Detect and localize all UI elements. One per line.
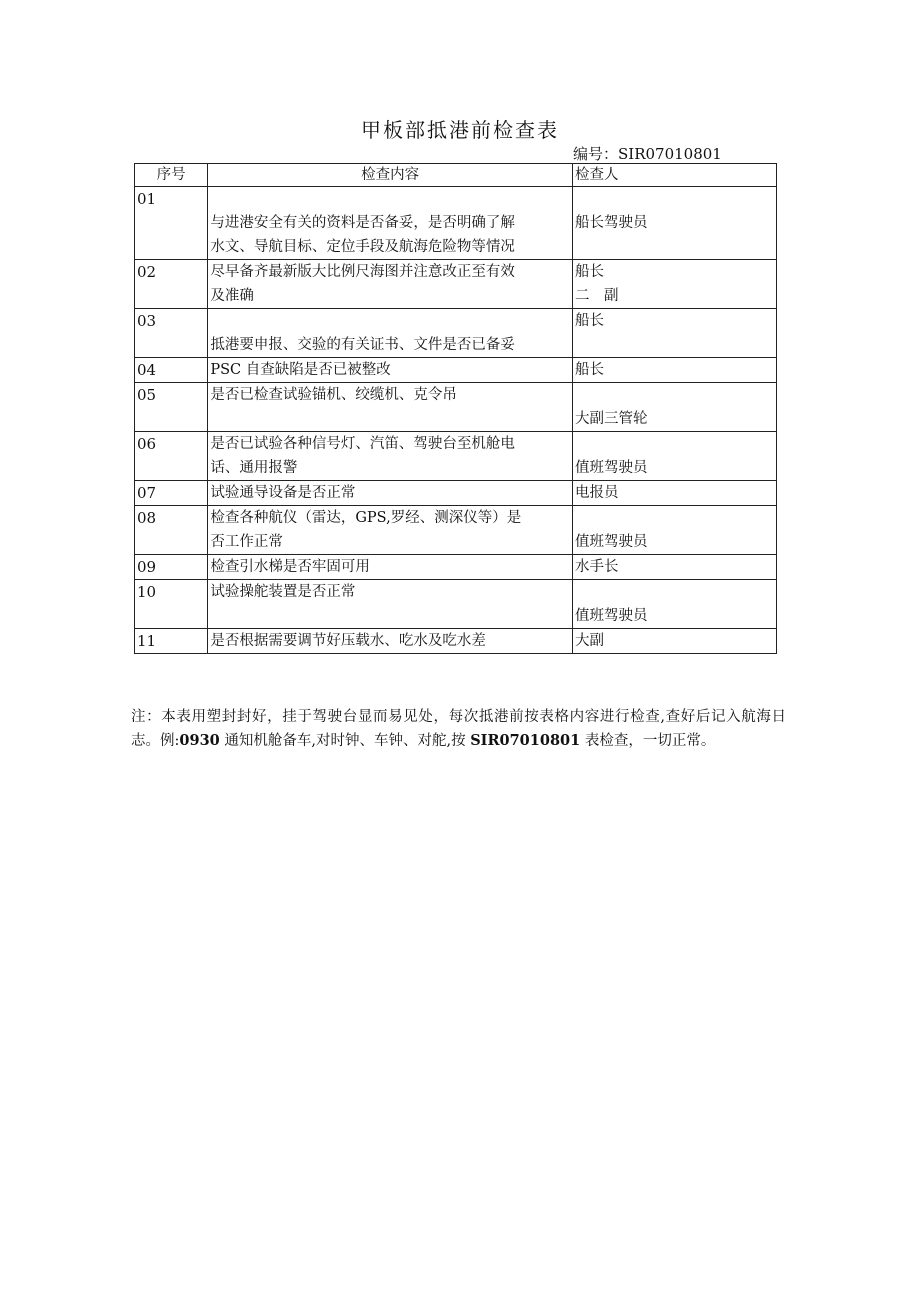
- inspector-line: 船长: [575, 362, 605, 378]
- inspector-cell: [573, 432, 777, 481]
- form-code: 编号：SIR07010801: [573, 145, 722, 163]
- inspector-cell: [573, 506, 777, 555]
- inspector-cell: [573, 383, 777, 432]
- inspector-cell: [573, 629, 777, 654]
- check-content-cell: [208, 187, 573, 260]
- row-number: 11: [135, 629, 208, 654]
- inspector-line: 船长驾驶员: [575, 215, 648, 231]
- table-row: [135, 432, 777, 481]
- checklist-table: [134, 163, 777, 654]
- check-content-cell: [208, 358, 573, 383]
- inspector-cell: [573, 358, 777, 383]
- inspector-line: 船长: [575, 264, 605, 280]
- table-row: [135, 260, 777, 309]
- inspector-line: 值班驾驶员: [575, 608, 648, 624]
- check-content-line: [210, 309, 570, 333]
- footnote-text-2: 通知机舱备车,对时钟、车钟、对舵,按: [219, 733, 471, 749]
- header-no: 序号: [135, 164, 208, 187]
- inspector-line: [575, 580, 774, 604]
- footnote-text-3: 表检查，一切正常。: [580, 733, 716, 749]
- check-content-line: 检查各种航仪（雷达，GPS,罗经、测深仪等）是: [210, 510, 522, 526]
- check-content-cell: [208, 580, 573, 629]
- footnote-form-code: SIR07010801: [470, 732, 581, 749]
- row-number: 01: [135, 187, 208, 260]
- check-content-line: 及准确: [210, 288, 254, 304]
- table-row: [135, 358, 777, 383]
- check-content-line: 与进港安全有关的资料是否备妥，是否明确了解: [210, 215, 515, 231]
- header-inspector: 检查人: [573, 164, 777, 187]
- inspector-cell: [573, 309, 777, 358]
- table-header-row: [135, 164, 777, 187]
- inspector-cell: [573, 580, 777, 629]
- inspector-line: [575, 187, 774, 211]
- check-content-line: 检查引水梯是否牢固可用: [210, 559, 370, 575]
- check-content-line: 水文、导航目标、定位手段及航海危险物等情况: [210, 239, 515, 255]
- row-number: 05: [135, 383, 208, 432]
- header-content: 检查内容: [208, 164, 573, 187]
- check-content-line: 抵港要申报、交验的有关证书、文件是否已备妥: [210, 337, 515, 353]
- inspector-cell: [573, 555, 777, 580]
- inspector-cell: [573, 481, 777, 506]
- inspector-line: 大副: [575, 633, 605, 649]
- check-content-cell: [208, 555, 573, 580]
- inspector-line: 二 副: [575, 288, 619, 304]
- check-content-cell: [208, 506, 573, 555]
- table-row: [135, 481, 777, 506]
- inspector-line: [575, 383, 774, 407]
- inspector-line: [575, 506, 774, 530]
- inspector-line: 值班驾驶员: [575, 460, 648, 476]
- check-content-line: 是否已试验各种信号灯、汽笛、驾驶台至机舱电: [210, 436, 515, 452]
- inspector-line: [575, 432, 774, 456]
- table-row: [135, 506, 777, 555]
- inspector-line: 值班驾驶员: [575, 534, 648, 550]
- row-number: 10: [135, 580, 208, 629]
- check-content-cell: [208, 432, 573, 481]
- table-row: [135, 580, 777, 629]
- footnote-example-time: 0930: [179, 732, 220, 749]
- check-content-line: 话、通用报警: [210, 460, 298, 476]
- check-content-line: 试验操舵装置是否正常: [210, 584, 356, 600]
- table-row: [135, 309, 777, 358]
- table-row: [135, 383, 777, 432]
- check-content-cell: [208, 309, 573, 358]
- row-number: 03: [135, 309, 208, 358]
- check-content-cell: [208, 383, 573, 432]
- row-number: 06: [135, 432, 208, 481]
- row-number: 08: [135, 506, 208, 555]
- check-content-cell: [208, 260, 573, 309]
- inspector-line: 电报员: [575, 485, 619, 501]
- footnote: [131, 705, 786, 753]
- check-content-line: 试验通导设备是否正常: [210, 485, 356, 501]
- check-content-line: 是否已检查试验锚机、绞缆机、克令吊: [210, 387, 457, 403]
- row-number: 02: [135, 260, 208, 309]
- inspector-line: 水手长: [575, 559, 619, 575]
- inspector-cell: [573, 187, 777, 260]
- check-content-cell: [208, 629, 573, 654]
- check-content-line: PSC 自查缺陷是否已被整改: [210, 362, 391, 378]
- row-number: 04: [135, 358, 208, 383]
- inspector-line: 船长: [575, 313, 605, 329]
- check-content-line: 尽早备齐最新版大比例尺海图并注意改正至有效: [210, 264, 515, 280]
- footnote-text-1: 注：本表用塑封封好，挂于驾驶台显而易见处，每次抵港前按表格内容进行检查,查好后记入航海日志。例:: [131, 709, 786, 749]
- check-content-line: 否工作正常: [210, 534, 283, 550]
- row-number: 07: [135, 481, 208, 506]
- table-row: [135, 555, 777, 580]
- row-number: 09: [135, 555, 208, 580]
- page-title: 甲板部抵港前检查表: [361, 118, 559, 142]
- table-row: [135, 187, 777, 260]
- check-content-line: 是否根据需要调节好压载水、吃水及吃水差: [210, 633, 486, 649]
- check-content-cell: [208, 481, 573, 506]
- check-content-line: [210, 187, 570, 211]
- inspector-line: 大副三管轮: [575, 411, 648, 427]
- table-row: [135, 629, 777, 654]
- inspector-cell: [573, 260, 777, 309]
